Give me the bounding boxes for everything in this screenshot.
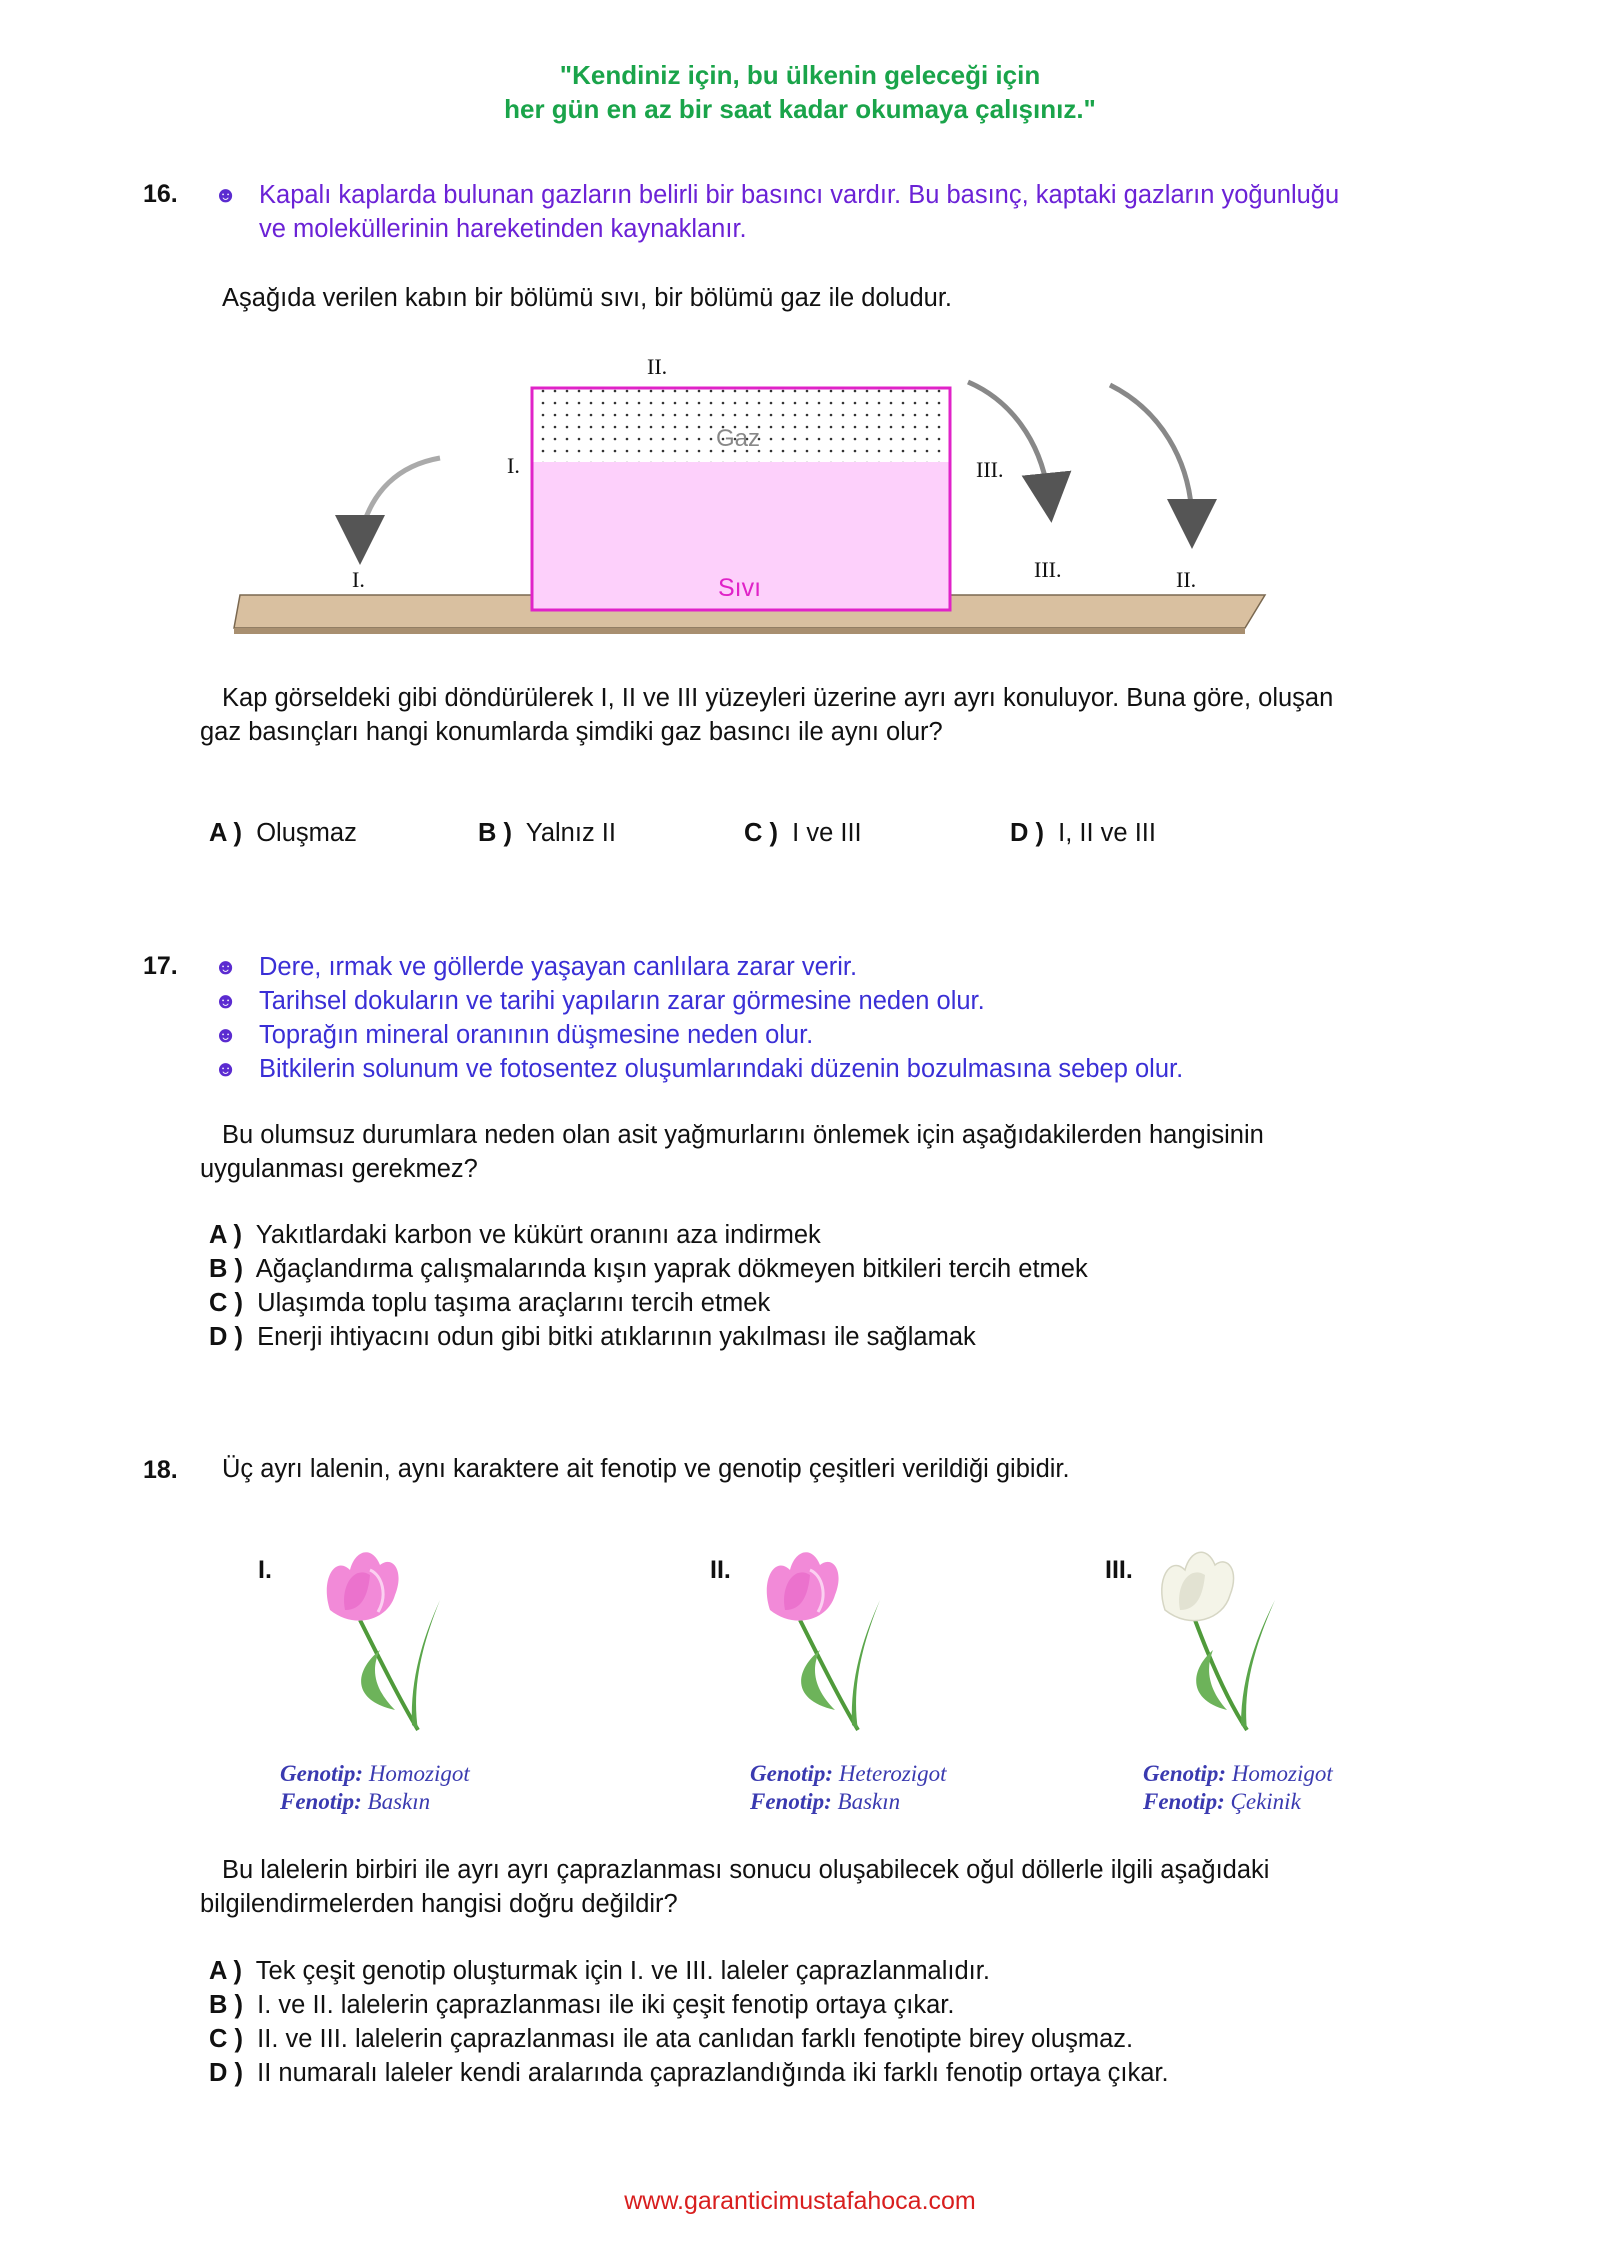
q18-option-d[interactable]	[209, 2056, 1169, 2090]
q16-question-line-1: Kap görseldeki gibi döndürülerek I, II ve III yüzeyleri üzerine ayrı ayrı konuluyor. Buna göre, oluşan	[222, 684, 1334, 712]
genotype-value: Heterozigot	[838, 1761, 947, 1786]
arrow-right-2-icon	[1110, 385, 1192, 518]
q17-option-c[interactable]	[209, 1286, 770, 1320]
q18-intro: Üç ayrı lalenin, aynı karaktere ait fenotip ve genotip çeşitleri verildiği gibidir.	[222, 1455, 1070, 1483]
q16-info-line-1: Kapalı kaplarda bulunan gazların belirli bir basıncı vardır. Bu basınç, kaptaki gazların yoğunluğu	[259, 181, 1340, 209]
option-text: I ve III	[792, 819, 862, 847]
footer-website-link[interactable]: www.garanticimustafahoca.com	[624, 2187, 976, 2215]
q18-question-line-2: bilgilendirmelerden hangisi doğru değildir?	[200, 1890, 678, 1918]
phenotype-key: Fenotip:	[750, 1789, 832, 1814]
option-text: Enerji ihtiyacını odun gibi bitki atıklarının yakılması ile sağlamak	[257, 1323, 976, 1351]
q16-intro: Aşağıda verilen kabın bir bölümü sıvı, bir bölümü gaz ile doludur.	[222, 284, 952, 312]
surface-label-III: III.	[1034, 557, 1062, 582]
q16-option-d[interactable]	[1010, 816, 1156, 850]
q17-option-b[interactable]	[209, 1252, 1088, 1286]
option-letter: A )	[209, 819, 243, 847]
option-text: I, II ve III	[1058, 819, 1156, 847]
genotype-key: Genotip:	[1143, 1761, 1227, 1786]
q18-option-a[interactable]	[209, 1954, 990, 1988]
arrow-left-icon	[360, 458, 440, 538]
surface-label-I: I.	[352, 567, 365, 592]
option-text: Ulaşımda toplu taşıma araçlarını tercih etmek	[257, 1289, 771, 1317]
figure-label-right: III.	[976, 457, 1004, 482]
tulip-II-genotype	[750, 1760, 947, 1788]
gas-label: Gaz	[716, 425, 761, 452]
option-text: Yakıtlardaki karbon ve kükürt oranını aza indirmek	[255, 1221, 821, 1249]
smiley-bullet-icon: ☻	[214, 1022, 238, 1047]
q17-question-line-2: uygulanması gerekmez?	[200, 1155, 478, 1183]
genotype-key: Genotip:	[750, 1761, 834, 1786]
tulip-white-icon	[1135, 1540, 1295, 1740]
q17-bullet-3: Toprağın mineral oranının düşmesine neden olur.	[259, 1021, 814, 1049]
smiley-bullet-icon: ☻	[214, 182, 238, 207]
smiley-bullet-icon: ☻	[214, 1056, 238, 1081]
option-letter: B )	[209, 1991, 243, 2019]
option-text: Oluşmaz	[256, 819, 357, 847]
question-16-number: 16.	[143, 180, 178, 208]
tulip-label-III: III.	[1105, 1556, 1133, 1584]
option-letter: C )	[209, 2025, 243, 2053]
container-figure	[0, 340, 1600, 640]
tulip-pink-icon	[300, 1540, 460, 1740]
question-17-number: 17.	[143, 952, 178, 980]
option-letter: A )	[209, 1221, 243, 1249]
genotype-key: Genotip:	[280, 1761, 364, 1786]
q17-question-line-1: Bu olumsuz durumlara neden olan asit yağmurlarını önlemek için aşağıdakilerden hangisinin	[222, 1121, 1264, 1149]
q17-bullet-2: Tarihsel dokuların ve tarihi yapıların zarar görmesine neden olur.	[259, 987, 985, 1015]
q16-info-line-2: ve moleküllerinin hareketinden kaynaklanır.	[259, 215, 747, 243]
q18-option-c[interactable]	[209, 2022, 1133, 2056]
option-letter: B )	[209, 1255, 243, 1283]
question-18-number: 18.	[143, 1456, 178, 1484]
q17-option-a[interactable]	[209, 1218, 821, 1252]
tulip-III-genotype	[1143, 1760, 1333, 1788]
option-letter: C )	[209, 1289, 243, 1317]
option-text: II. ve III. lalelerin çaprazlanması ile ata canlıdan farklı fenotipte birey oluşmaz.	[257, 2025, 1134, 2053]
q18-option-b[interactable]	[209, 1988, 954, 2022]
liquid-label: Sıvı	[718, 574, 762, 602]
option-text: Yalnız II	[525, 819, 616, 847]
figure-label-top: II.	[647, 354, 668, 379]
option-letter: D )	[209, 1323, 243, 1351]
genotype-value: Homozigot	[1231, 1761, 1333, 1786]
genotype-value: Homozigot	[368, 1761, 470, 1786]
option-letter: B )	[478, 819, 512, 847]
q17-bullet-4: Bitkilerin solunum ve fotosentez oluşumlarındaki düzenin bozulmasına sebep olur.	[259, 1055, 1184, 1083]
phenotype-key: Fenotip:	[280, 1789, 362, 1814]
phenotype-value: Baskın	[837, 1789, 901, 1814]
phenotype-key: Fenotip:	[1143, 1789, 1225, 1814]
option-text: I. ve II. lalelerin çaprazlanması ile iki çeşit fenotip ortaya çıkar.	[257, 1991, 955, 2019]
option-letter: C )	[744, 819, 778, 847]
surface-label-II: II.	[1176, 567, 1197, 592]
option-text: II numaralı laleler kendi aralarında çaprazlandığında iki farklı fenotip ortaya çıkar.	[257, 2059, 1169, 2087]
q17-option-d[interactable]	[209, 1320, 976, 1354]
q16-option-c[interactable]	[744, 816, 862, 850]
tulip-pink-icon	[740, 1540, 900, 1740]
smiley-bullet-icon: ☻	[214, 988, 238, 1013]
smiley-bullet-icon: ☻	[214, 954, 238, 979]
tulip-II-phenotype	[750, 1788, 900, 1816]
option-text: Ağaçlandırma çalışmalarında kışın yaprak dökmeyen bitkileri tercih etmek	[255, 1255, 1088, 1283]
option-letter: D )	[209, 2059, 243, 2087]
tulip-I-genotype	[280, 1760, 470, 1788]
phenotype-value: Çekinik	[1230, 1789, 1301, 1814]
q16-option-b[interactable]	[478, 816, 616, 850]
motto-line-2: her gün en az bir saat kadar okumaya çalışınız."	[504, 94, 1096, 124]
tulip-label-I: I.	[258, 1556, 272, 1584]
q17-bullet-1: Dere, ırmak ve göllerde yaşayan canlılara zarar verir.	[259, 953, 858, 981]
q16-option-a[interactable]	[209, 816, 357, 850]
option-letter: A )	[209, 1957, 243, 1985]
option-text: Tek çeşit genotip oluşturmak için I. ve III. laleler çaprazlanmalıdır.	[255, 1957, 990, 1985]
q18-question-line-1: Bu lalelerin birbiri ile ayrı ayrı çaprazlanması sonucu oluşabilecek oğul döllerle ilgili aşağıdaki	[222, 1856, 1270, 1884]
figure-label-left: I.	[507, 453, 520, 478]
phenotype-value: Baskın	[367, 1789, 431, 1814]
tulip-label-II: II.	[710, 1556, 731, 1584]
q16-question-line-2: gaz basınçları hangi konumlarda şimdiki gaz basıncı ile aynı olur?	[200, 718, 943, 746]
tulip-I-phenotype	[280, 1788, 430, 1816]
tulip-III-phenotype	[1143, 1788, 1301, 1816]
motto-line-1: "Kendiniz için, bu ülkenin geleceği için	[559, 60, 1041, 90]
option-letter: D )	[1010, 819, 1044, 847]
